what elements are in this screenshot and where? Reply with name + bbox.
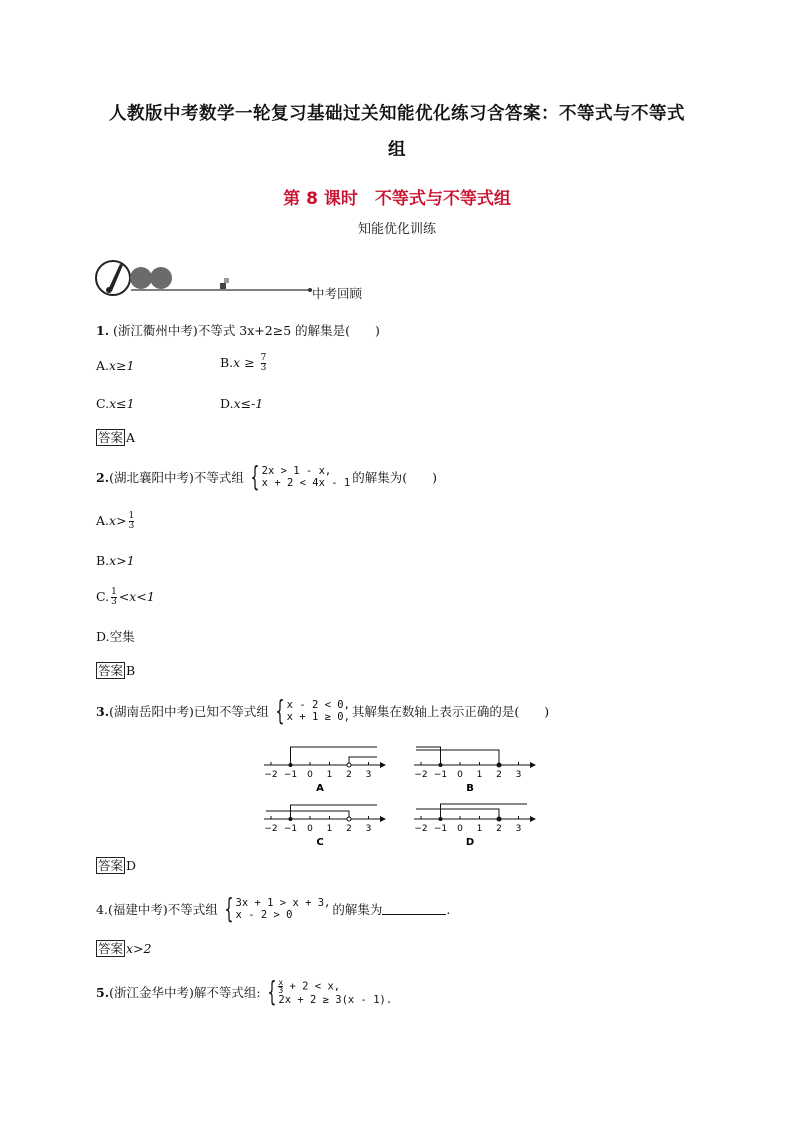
inequality-system: { 2x > 1 - x, x + 2 < 4x - 1 <box>250 460 351 493</box>
banner-graphic <box>94 256 314 300</box>
tick-label: −1 <box>433 824 448 834</box>
tick-label: 3 <box>515 770 522 780</box>
tick-label: −1 <box>283 770 298 780</box>
q1-option-d: D.x≤-1 <box>220 396 264 411</box>
tick-label: 3 <box>515 824 522 834</box>
number-line-figures <box>262 740 542 845</box>
endpoint-dot <box>289 763 293 767</box>
inequality-system: { x - 2 < 0, x + 1 ≥ 0, <box>275 694 350 727</box>
tick-label: 3 <box>365 824 372 834</box>
tick-label: 2 <box>346 770 352 780</box>
solution-ray <box>416 809 499 819</box>
q2-answer: 答案 B <box>98 662 136 678</box>
tick-label: 2 <box>496 824 502 834</box>
tick-label: 2 <box>346 824 352 834</box>
lesson-title: 第 8 课时 不等式与不等式组 <box>283 189 511 209</box>
question-source: (浙江衢州中考) <box>113 323 198 338</box>
q2-option-a: A.x> $\frac{1}{3}$ <box>96 511 135 531</box>
title-line-2: 组 <box>388 140 406 160</box>
tick-label: 0 <box>457 770 463 780</box>
tick-label: 0 <box>307 770 313 780</box>
q1-answer <box>96 429 135 445</box>
answer-tag: 答案 <box>98 429 124 445</box>
solution-ray <box>349 757 377 765</box>
axis-arrow <box>530 762 536 768</box>
title-line-1: 人教版中考数学一轮复习基础过关知能优化练习含答案：不等式与不等式 <box>109 104 685 124</box>
figure-label: A <box>316 783 324 794</box>
tick-label: 0 <box>307 824 313 834</box>
square-icon-offset <box>224 278 229 283</box>
fraction: $\frac{7}{3}$ <box>260 353 267 373</box>
circle-icon-1 <box>130 267 152 289</box>
tick-label: 1 <box>326 770 333 780</box>
tick-label: 1 <box>476 824 483 834</box>
axis-arrow <box>380 762 386 768</box>
axis-arrow <box>530 816 536 822</box>
solution-ray <box>291 805 378 819</box>
q2-option-b: B.x>1 <box>96 553 135 568</box>
q2-option-d: D.空集 <box>96 629 135 644</box>
tick-label: 0 <box>457 824 463 834</box>
axis-arrow <box>380 816 386 822</box>
number-line-svg <box>262 740 542 845</box>
endpoint-dot <box>439 817 443 821</box>
brush-badge-icon <box>96 261 130 295</box>
tick-label: −1 <box>433 770 448 780</box>
question-stem: 不等式 3x+2≥5 的解集是( ) <box>197 323 380 338</box>
question-2: 2. (湖北襄阳中考) 不等式组 { 2x > 1 - x, x + 2 < 4x - 1 的解集为( ) <box>96 460 437 493</box>
figure-label: B <box>466 783 474 794</box>
q3-answer: 答案 D <box>98 857 137 873</box>
circle-icon-2 <box>150 267 172 289</box>
question-4: 4. (福建中考) 不等式组 { 3x + 1 > x + 3, x - 2 > 0 的解集为 . <box>96 892 451 925</box>
inequality-system: { $\frac{x}{3}$ + 2 < x, 2x + 2 ≥ 3(x - 1). <box>267 975 393 1008</box>
endpoint-dot <box>347 817 351 821</box>
question-5: 5. (浙江金华中考) 解不等式组: { $\frac{x}{3}$ + 2 < x, 2x + 2 ≥ 3(x - 1). <box>96 975 393 1008</box>
tick-label: 3 <box>365 770 372 780</box>
tick-label: −2 <box>264 770 278 780</box>
section-banner <box>94 256 394 300</box>
square-icon-small <box>220 283 226 289</box>
figure-label: C <box>316 837 324 845</box>
q4-answer: 答案 x>2 <box>98 940 152 956</box>
answer-value: A <box>126 429 136 445</box>
endpoint-dot <box>497 763 501 767</box>
tick-label: −1 <box>283 824 298 834</box>
solution-ray <box>291 747 378 765</box>
tick-label: 1 <box>326 824 333 834</box>
tick-label: −2 <box>264 824 278 834</box>
solution-ray <box>416 750 499 765</box>
q2-option-c: C. $\frac{1}{3}$ <x<1 <box>96 587 155 607</box>
section-subtitle: 知能优化训练 <box>357 222 436 237</box>
tick-label: 2 <box>496 770 502 780</box>
endpoint-dot <box>289 817 293 821</box>
banner-label: 中考回顾 <box>312 286 363 301</box>
q1-option-b: B.x ≥ $\frac{7}{3}$ <box>220 353 267 373</box>
q1-option-a: A.x≥1 <box>96 358 135 373</box>
tick-label: 1 <box>476 770 483 780</box>
endpoint-dot <box>497 817 501 821</box>
figure-label: D <box>465 837 475 845</box>
question-1: 1. (浙江衢州中考)不等式 3x+2≥5 的解集是( ) <box>96 323 380 338</box>
solution-ray <box>266 811 349 819</box>
endpoint-dot <box>347 763 351 767</box>
q1-option-c: C.x≤1 <box>96 396 135 411</box>
document-title <box>90 96 704 168</box>
tick-label: −2 <box>414 770 428 780</box>
endpoint-dot <box>439 763 443 767</box>
question-3: 3. (湖南岳阳中考) 已知不等式组 { x - 2 < 0, x + 1 ≥ 0, 其解集在数轴上表示正确的是( ) <box>96 694 550 727</box>
answer-blank <box>382 903 446 915</box>
tick-label: −2 <box>414 824 428 834</box>
inequality-system: { 3x + 1 > x + 3, x - 2 > 0 <box>224 892 331 925</box>
solution-ray <box>441 804 528 819</box>
